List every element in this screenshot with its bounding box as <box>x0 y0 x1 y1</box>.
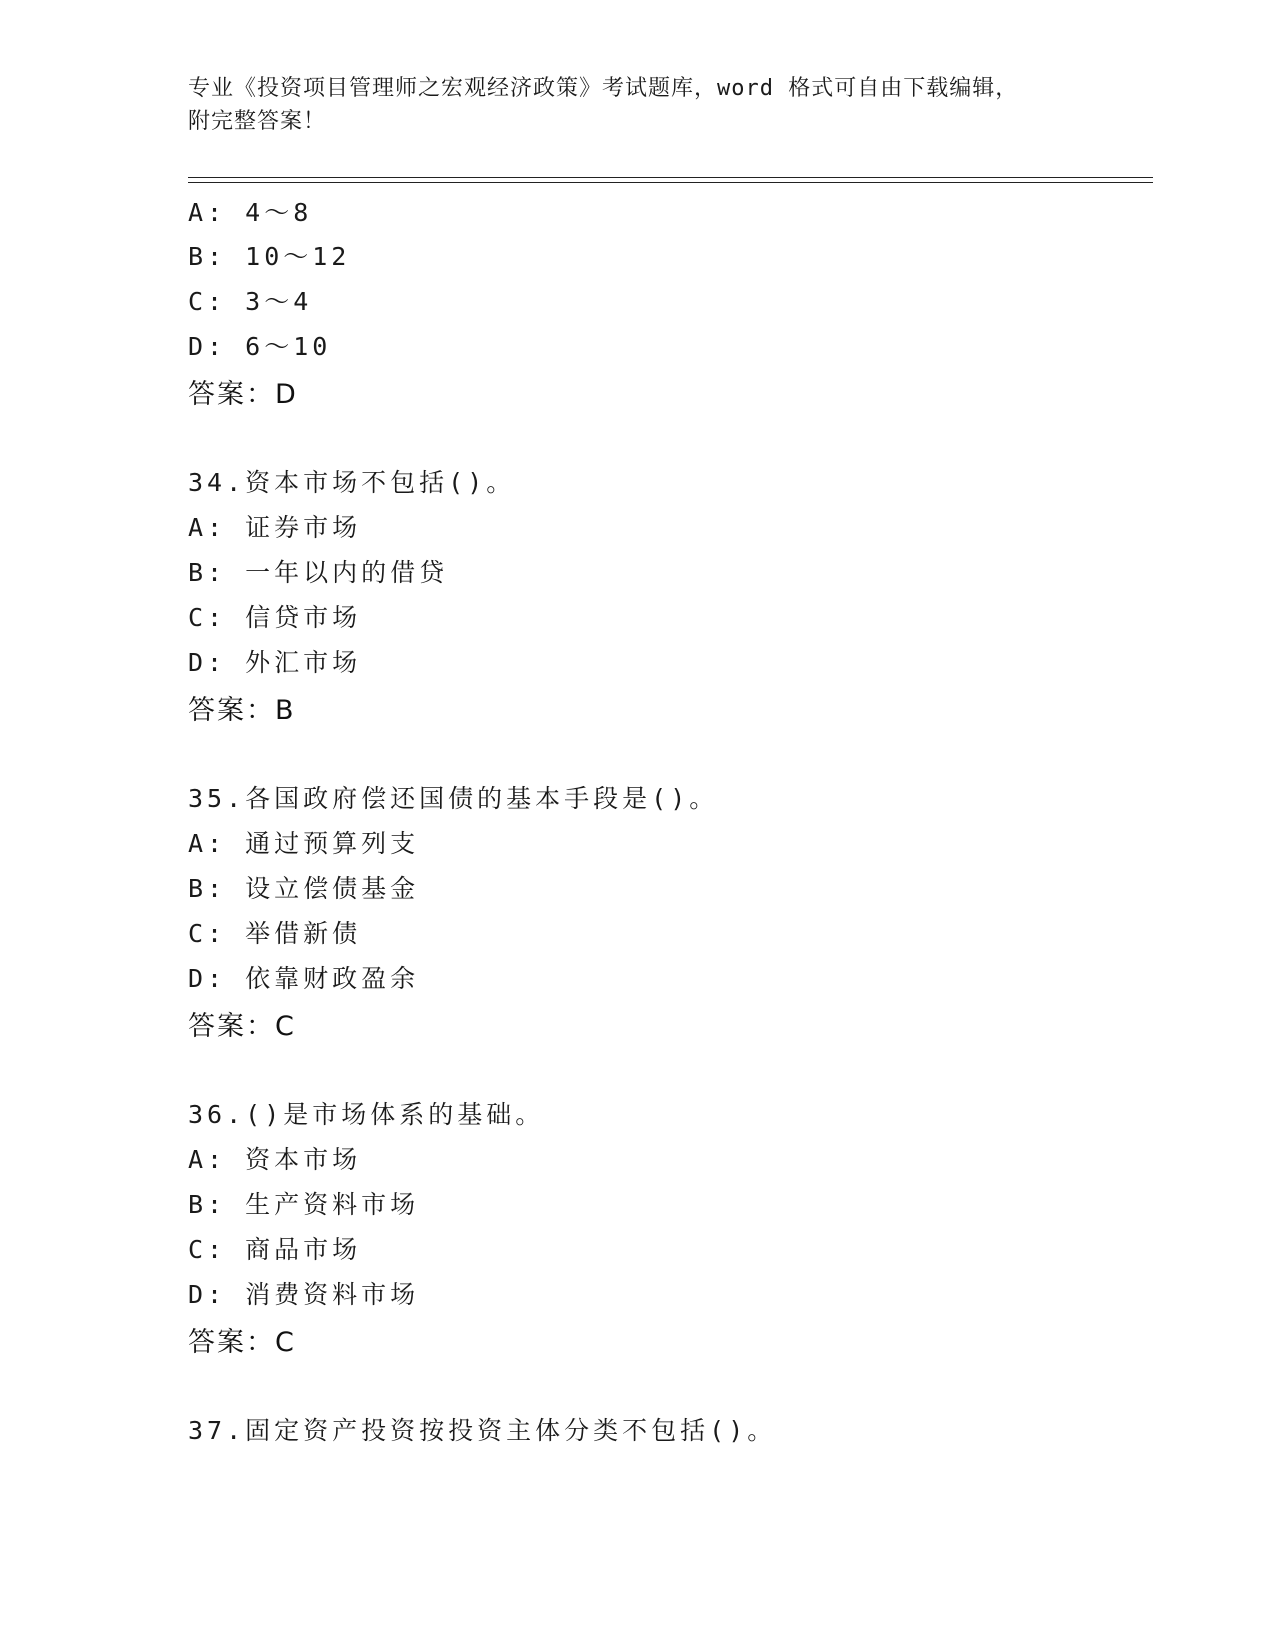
q33-option-c: C: 3～4 <box>188 287 313 316</box>
q33-option-a: A: 4～8 <box>188 198 313 227</box>
q36-question: 36.()是市场体系的基础。 <box>188 1100 545 1129</box>
q34-answer: 答案：B <box>188 695 296 726</box>
q36-option-a: A: 资本市场 <box>188 1145 362 1174</box>
q34-option-d: D: 外汇市场 <box>188 648 362 677</box>
q35-option-c: C: 举借新债 <box>188 919 362 948</box>
q34-option-b: B: 一年以内的借贷 <box>188 558 449 587</box>
q33-option-b: B: 10～12 <box>188 242 351 271</box>
q33-answer: 答案：D <box>188 379 298 410</box>
q34-option-a: A: 证券市场 <box>188 513 362 542</box>
q35-question: 35.各国政府偿还国债的基本手段是()。 <box>188 784 719 813</box>
header-divider-bottom <box>188 182 1153 183</box>
q36-option-d: D: 消费资料市场 <box>188 1280 420 1309</box>
q35-option-a: A: 通过预算列支 <box>188 829 420 858</box>
q36-answer: 答案：C <box>188 1327 296 1358</box>
header-line-2: 附完整答案！ <box>188 109 327 134</box>
document-header <box>188 72 1088 138</box>
q37-question: 37.固定资产投资按投资主体分类不包括()。 <box>188 1416 777 1445</box>
header-divider-top <box>188 177 1153 178</box>
header-line-1: 专业《投资项目管理师之宏观经济政策》考试题库，word 格式可自由下载编辑， <box>188 76 1019 101</box>
q34-option-c: C: 信贷市场 <box>188 603 362 632</box>
q34-question: 34.资本市场不包括()。 <box>188 468 516 497</box>
q36-option-c: C: 商品市场 <box>188 1235 362 1264</box>
q33-option-d: D: 6～10 <box>188 332 332 361</box>
q35-option-b: B: 设立偿债基金 <box>188 874 420 903</box>
q35-answer: 答案：C <box>188 1011 296 1042</box>
q35-option-d: D: 依靠财政盈余 <box>188 964 420 993</box>
q36-option-b: B: 生产资料市场 <box>188 1190 420 1219</box>
